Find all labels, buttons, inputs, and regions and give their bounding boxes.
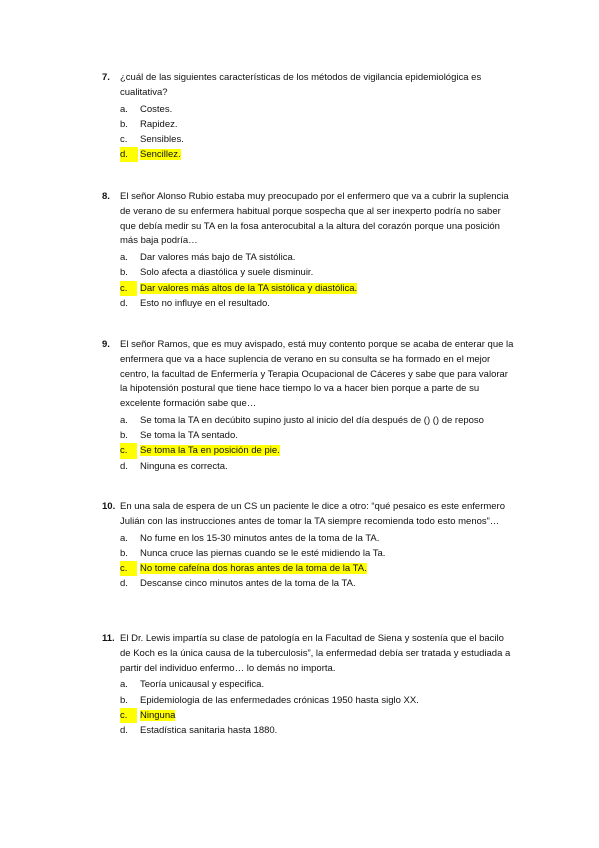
option-letter: b. bbox=[120, 547, 128, 559]
option-letter: a. bbox=[120, 414, 128, 426]
options-list bbox=[0, 250, 599, 311]
option-d bbox=[0, 723, 599, 738]
option-d bbox=[0, 459, 599, 474]
question-9 bbox=[0, 338, 599, 474]
option-b bbox=[0, 428, 599, 443]
question-number: 9. bbox=[102, 339, 110, 350]
option-letter: b. bbox=[120, 430, 128, 442]
question-stem bbox=[0, 190, 515, 249]
option-b bbox=[0, 693, 599, 708]
option-letter: c. bbox=[120, 133, 128, 145]
option-text: Costes. bbox=[140, 103, 173, 115]
option-letter: a. bbox=[120, 103, 128, 115]
option-d-highlighted bbox=[0, 147, 599, 162]
option-letter: c. bbox=[120, 561, 137, 576]
option-text: No fume en los 15-30 minutos antes de la toma de la TA. bbox=[140, 532, 380, 544]
option-text: Sensibles. bbox=[140, 133, 184, 145]
option-text: Teoría unicausal y especifica. bbox=[140, 679, 265, 691]
option-text: Sencillez. bbox=[140, 149, 181, 161]
question-stem bbox=[0, 632, 515, 676]
question-stem bbox=[0, 500, 515, 530]
question-number: 7. bbox=[102, 72, 110, 83]
option-letter: d. bbox=[120, 297, 128, 309]
option-letter: b. bbox=[120, 694, 128, 706]
option-letter: a. bbox=[120, 252, 128, 264]
question-text: El Dr. Lewis impartía su clase de patología en la Facultad de Siena y sostenía que el bacilo de Koch es la única causa de la tuberculosis”, la enfermedad debía ser tratada y estudiada a partir del individuo enfermo… lo demás no importa. bbox=[120, 633, 511, 674]
option-d bbox=[0, 296, 599, 311]
question-stem bbox=[0, 338, 515, 412]
question-text: El señor Alonso Rubio estaba muy preocupado por el enfermero que va a cubrir la suplencia de verano de su enfermera habitual porque sospecha que al ser inexperto podría no saber que debía medir su TA en la fosa anterocubital a la altura del corazón porque una posición más baja podría… bbox=[120, 191, 509, 247]
option-b bbox=[0, 546, 599, 561]
option-text: Dar valores más bajo de TA sistólica. bbox=[140, 252, 296, 264]
option-text: Se toma la Ta en posición de pie. bbox=[140, 445, 280, 457]
option-a bbox=[0, 531, 599, 546]
option-c bbox=[0, 132, 599, 147]
question-7 bbox=[0, 71, 599, 162]
option-letter: d. bbox=[120, 147, 138, 162]
option-text: Se toma la TA en decúbito supino justo al inicio del día después de () () de reposo bbox=[140, 414, 484, 426]
option-b bbox=[0, 117, 599, 132]
option-letter: b. bbox=[120, 267, 128, 279]
options-list bbox=[0, 677, 599, 738]
option-text: Dar valores más altos de la TA sistólica y diastólica. bbox=[140, 282, 358, 294]
option-d bbox=[0, 576, 599, 591]
option-text: Nunca cruce las piernas cuando se le esté midiendo la Ta. bbox=[140, 547, 386, 559]
option-a bbox=[0, 102, 599, 117]
option-letter: c. bbox=[120, 708, 137, 723]
option-letter: d. bbox=[120, 460, 128, 472]
option-b bbox=[0, 265, 599, 280]
option-text: Estadística sanitaria hasta 1880. bbox=[140, 724, 278, 736]
question-11 bbox=[0, 632, 599, 738]
option-text: No tome cafeína dos horas antes de la toma de la TA. bbox=[140, 562, 367, 574]
option-letter: d. bbox=[120, 724, 128, 736]
option-text: Solo afecta a diastólica y suele disminuir. bbox=[140, 267, 314, 279]
option-text: Ninguna bbox=[140, 709, 176, 721]
option-c-highlighted bbox=[0, 561, 599, 576]
options-list bbox=[0, 102, 599, 163]
option-text: Descanse cinco minutos antes de la toma de la TA. bbox=[140, 578, 356, 590]
question-number: 10. bbox=[102, 501, 116, 512]
question-text: El señor Ramos, que es muy avispado, está muy contento porque se acaba de enterar que la enfermera que va a hace suplencia de verano en su consulta se ha formado en el mejor centro, la facultad de Enfermería y Terapia Ocupacional de Cáceres y sabe que para valorar la hipotensión postural que tiene hace tiempo lo va a hacer bien porque a parte de su excelente formación sabe que… bbox=[120, 339, 514, 410]
options-list bbox=[0, 531, 599, 592]
option-text: Se toma la TA sentado. bbox=[140, 430, 238, 442]
option-text: Esto no influye en el resultado. bbox=[140, 297, 270, 309]
question-8 bbox=[0, 190, 599, 311]
option-letter: c. bbox=[120, 281, 137, 296]
question-text: En una sala de espera de un CS un paciente le dice a otro: “qué pesaico es este enfermero Julián con las instrucciones antes de tomar la TA siempre recomienda todo esto menos”… bbox=[120, 501, 505, 527]
option-c-highlighted bbox=[0, 708, 599, 723]
option-c-highlighted bbox=[0, 443, 599, 458]
question-10 bbox=[0, 500, 599, 591]
option-text: Rapidez. bbox=[140, 118, 178, 130]
option-text: Ninguna es correcta. bbox=[140, 460, 228, 472]
question-stem bbox=[0, 71, 515, 101]
question-number: 8. bbox=[102, 191, 110, 202]
option-a bbox=[0, 413, 599, 428]
option-a bbox=[0, 250, 599, 265]
option-a bbox=[0, 677, 599, 692]
option-text: Epidemiologia de las enfermedades crónicas 1950 hasta siglo XX. bbox=[140, 694, 419, 706]
option-letter: a. bbox=[120, 679, 128, 691]
option-letter: d. bbox=[120, 578, 128, 590]
option-c-highlighted bbox=[0, 281, 599, 296]
option-letter: a. bbox=[120, 532, 128, 544]
question-number: 11. bbox=[102, 633, 115, 644]
option-letter: b. bbox=[120, 118, 128, 130]
question-text: ¿cuál de las siguientes características de los métodos de vigilancia epidemiológica es cualitativa? bbox=[120, 72, 482, 98]
options-list bbox=[0, 413, 599, 474]
option-letter: c. bbox=[120, 443, 137, 458]
